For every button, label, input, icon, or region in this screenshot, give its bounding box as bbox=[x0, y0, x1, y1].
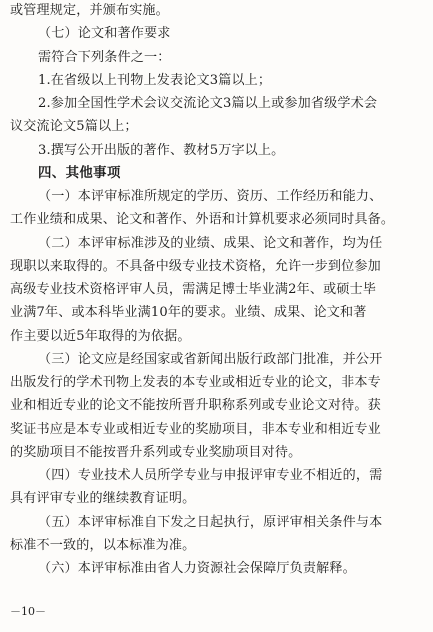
text-line: 出版发行的学术刊物上发表的本专业或相近专业的论文，非本专 bbox=[10, 375, 381, 390]
text-line: （二）本评审标准涉及的业绩、成果、论文和著作，均为任 bbox=[38, 235, 383, 251]
text-line: 高级专业技术资格评审人员，需满足博士毕业满2年、或硕士毕 bbox=[10, 282, 377, 297]
text-line: 的奖励项目不能按晋升系列或专业奖励项目对待。 bbox=[10, 444, 302, 460]
text-line: （五）本评审标准自下发之日起执行，原评审相关条件与本 bbox=[38, 514, 383, 530]
page-number: －10－ bbox=[10, 605, 46, 618]
text-line: 标准不一致的，以本标准为准。 bbox=[10, 537, 196, 553]
text-line: （一）本评审标准所规定的学历、资历、工作经历和能力、 bbox=[38, 189, 383, 204]
text-line: 具有评审专业的继续教育证明。 bbox=[10, 491, 196, 507]
text-line: 或管理规定，并颁布实施。 bbox=[10, 3, 169, 18]
text-line: （三）论文应是经国家或省新闻出版行政部门批准，并公开 bbox=[38, 351, 383, 367]
text-line: 现职以来取得的。不具备中级专业技术资格，允许一步到位参加 bbox=[10, 258, 381, 274]
text-line: 奖证书应是本专业或相近专业的奖励项目，非本专业和相近专业 bbox=[10, 421, 381, 437]
text-line: （六）本评审标准由省人力资源社会保障厅负责解释。 bbox=[38, 561, 356, 576]
list-item: 1.在省级以上刊物上发表论文3篇以上； bbox=[38, 72, 272, 88]
text-line: 议交流论文5篇以上； bbox=[10, 119, 138, 135]
text-line: （四）专业技术人员所学专业与申报评审专业不相近的，需 bbox=[38, 468, 383, 483]
text-line: 作主要以近5年取得的为依据。 bbox=[10, 328, 191, 344]
section-subheading: （七）论文和著作要求 bbox=[38, 26, 171, 42]
text-line: 业满7年、或本科毕业满10年的要求。业绩、成果、论文和著 bbox=[10, 305, 367, 321]
list-item: 3.撰写公开出版的著作、教材5万字以上。 bbox=[38, 142, 285, 158]
section-heading: 四、其他事项 bbox=[38, 165, 121, 181]
text-line: 业和相近专业的论文不能按所晋升职称系列或专业论文对待。获 bbox=[10, 398, 381, 414]
text-line: 工作业绩和成果、论文和著作、外语和计算机要求必须同时具备。 bbox=[10, 212, 395, 228]
text-line: 需符合下列条件之一： bbox=[38, 49, 171, 65]
list-item: 2.参加全国性学术会议交流论文3篇以上或参加省级学术会 bbox=[38, 96, 378, 111]
